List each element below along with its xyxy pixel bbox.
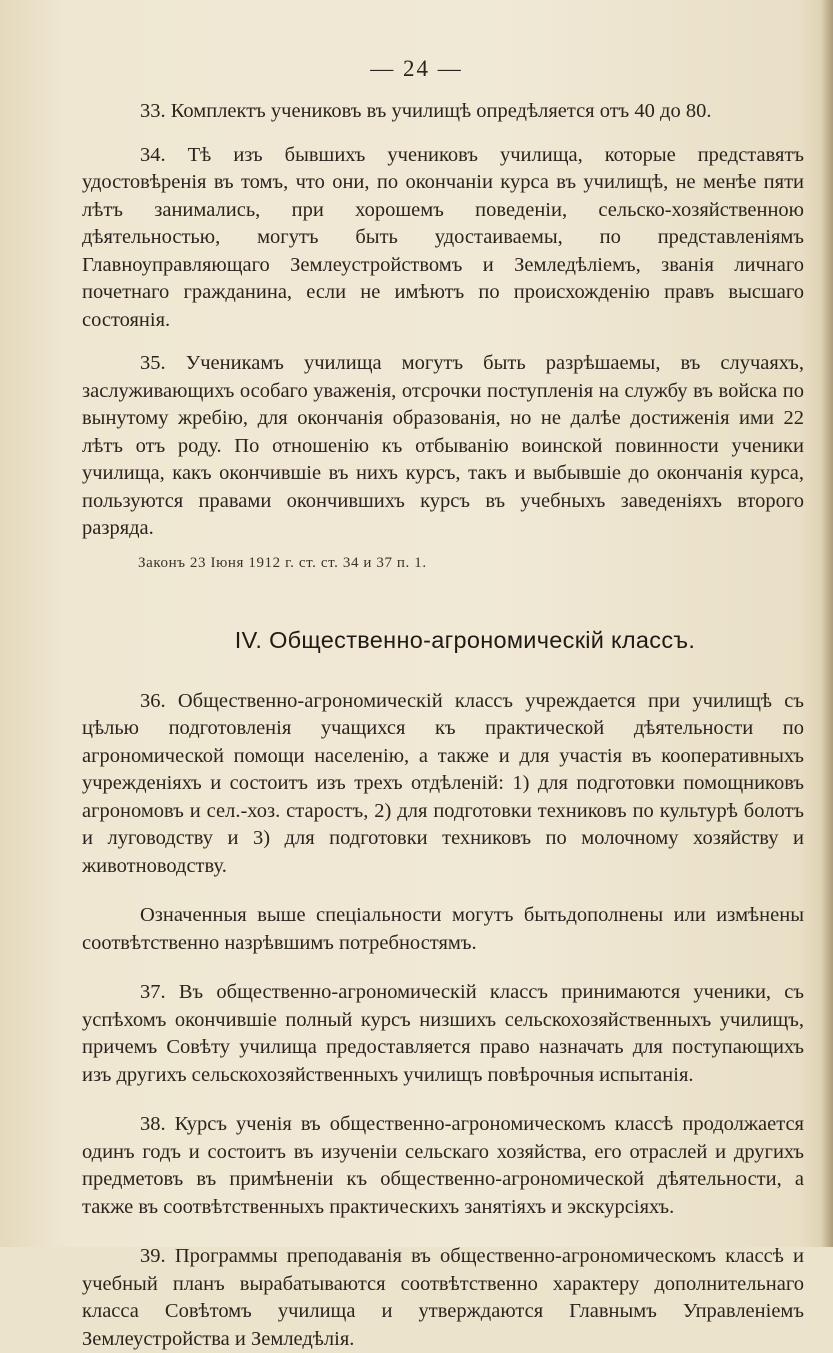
page-number: — 24 — (370, 56, 463, 81)
law-citation: Законъ 23 Іюня 1912 г. ст. ст. 34 и 37 п. 1. (138, 554, 427, 571)
paragraph-39: 39. Программы преподаванія въ общественно-агрономическомъ классѣ и учебный планъ вырабатываются соотвѣтственно характеру дополнительнаго класса Совѣтомъ училища и утверждаются Главнымъ Управленіемъ Землеустройства и Земледѣлія. (82, 1245, 804, 1350)
paragraph-38: 38. Курсъ ученія въ общественно-агрономическомъ классѣ продолжается одинъ годъ и состоитъ въ изученіи сельскаго хозяйства, его отраслей и другихъ предметовъ въ примѣненіи къ общественно-агрономической дѣятельности, а также въ соотвѣтственныхъ практическихъ занятіяхъ и экскурсіяхъ. (82, 1113, 804, 1218)
paragraph-35: 35. Ученикамъ училища могутъ быть разрѣшаемы, въ случаяхъ, заслуживающихъ особаго уваженія, отсрочки поступленія на службу въ войска по вынутому жребію, для окончанія образованія, но не далѣе достиженія ими 22 лѣтъ отъ роду. По отношенію къ отбыванію воинской повинности ученики училища, какъ окончившіе въ нихъ курсъ, такъ и выбывшіе до окончанія курса, пользуются правами окончившихъ курсъ въ учебныхъ заведеніяхъ второго разряда. (82, 352, 804, 539)
paragraph-36-note: Означенныя выше спеціальности могутъ бытьдополнены или измѣнены соотвѣтственно назрѣвшимъ потребностямъ. (82, 904, 804, 954)
page-edge-shadow (821, 0, 833, 1247)
paragraph-33: 33. Комплектъ учениковъ въ училищѣ опредѣляется отъ 40 до 80. (140, 100, 712, 122)
section-heading: IV. Общественно-агрономическій классъ. (234, 626, 696, 653)
paragraph-36: 36. Общественно-агрономическій классъ учреждается при училищѣ съ цѣлью подготовленія учащихся къ практической дѣятельности по агрономической помощи населенію, а также и для участія въ кооперативныхъ учрежденіяхъ и состоитъ изъ трехъ отдѣленій: 1) для подготовки помощниковъ агрономовъ и сел.-хоз. старостъ, 2) для подготовки техниковъ по культурѣ болотъ и луговодству и 3) для подготовки техниковъ по молочному хозяйству и животноводству. (82, 689, 804, 877)
paragraph-34: 34. Тѣ изъ бывшихъ учениковъ училища, которые представятъ удостовѣренія въ томъ, что они, по окончаніи курса въ училищѣ, не менѣе пяти лѣтъ занимались, при хорошемъ поведеніи, сельско-хозяйственною дѣятельностью, могутъ быть удостаиваемы, по представленіямъ Главноуправляющаго Землеустройствомъ и Земледѣліемъ, званія личнаго почетнаго гражданина, если не имѣютъ по происхожденію правъ высшаго состоянія. (82, 143, 804, 331)
paragraph-37: 37. Въ общественно-агрономическій классъ принимаются ученики, съ успѣхомъ окончившіе полный курсъ низшихъ сельскохозяйственныхъ училищъ, причемъ Совѣту училища предоставляется право назначать для поступающихъ изъ другихъ сельскохозяйственныхъ училищъ повѣрочныя испытанія. (82, 981, 804, 1086)
page-content (82, 98, 804, 1353)
